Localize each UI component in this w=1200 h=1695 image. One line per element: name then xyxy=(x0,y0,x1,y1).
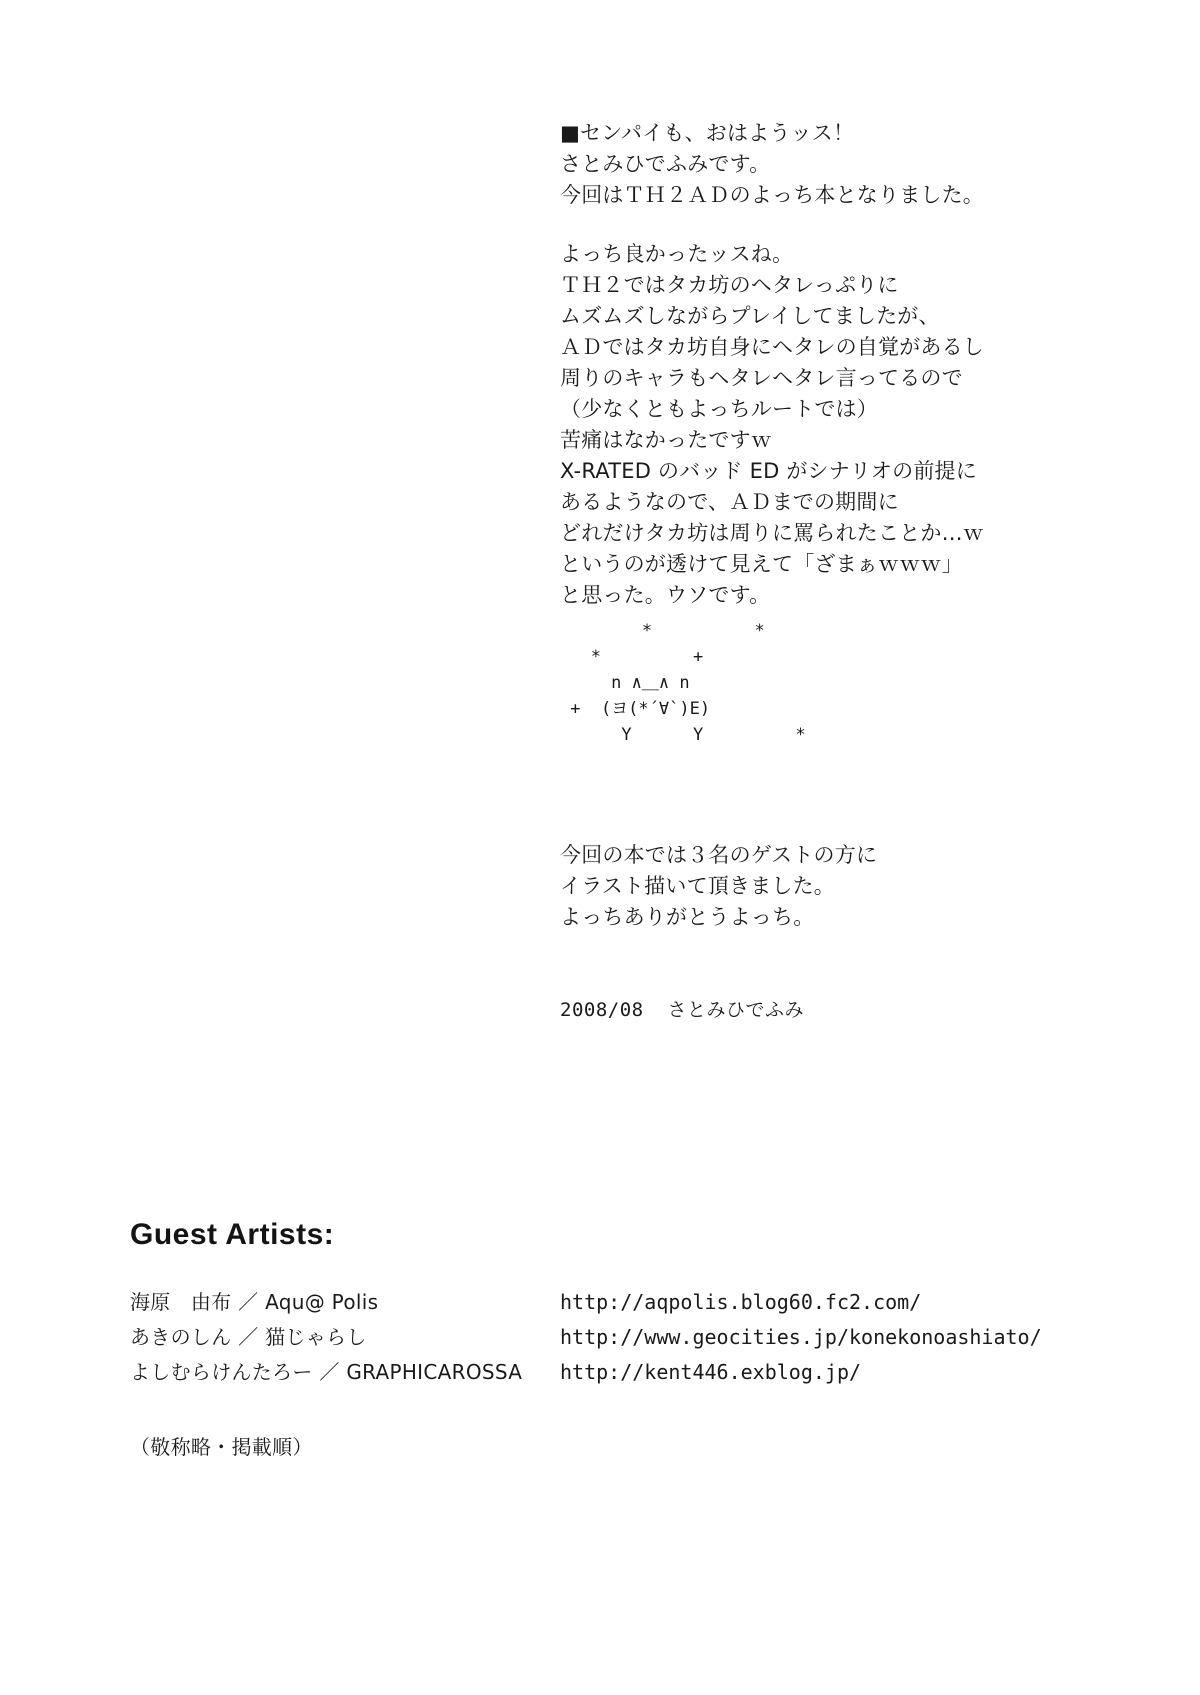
guest-artists-section xyxy=(130,1218,1090,1460)
afterword-line: X-RATED のバッド ED がシナリオの前提に xyxy=(560,459,977,483)
afterword-line: さとみひでふみです。 xyxy=(560,152,771,176)
signature-date: 2008/08 さとみひでふみ xyxy=(560,999,804,1021)
thanks-line: 今回の本では３名のゲストの方に xyxy=(560,843,878,867)
afterword-line: どれだけタカ坊は周りに罵られたことか…ｗ xyxy=(560,521,984,545)
afterword-line: ＴＨ２ではタカ坊のヘタレっぷりに xyxy=(560,273,899,297)
guest-artist-name: よしむらけんたろー ／ GRAPHICAROSSA xyxy=(130,1360,523,1384)
guest-artists-note: （敬称略・掲載順） xyxy=(130,1435,313,1459)
table-row xyxy=(130,1356,1042,1391)
afterword-text xyxy=(560,118,1120,611)
afterword-line: よっち良かったッスね。 xyxy=(560,242,794,266)
table-row xyxy=(130,1321,1042,1356)
afterword-line: ■センパイも、おはようッス！ xyxy=(560,121,855,145)
guest-artists-table xyxy=(130,1286,1042,1391)
afterword-line: （少なくともよっちルートでは） xyxy=(560,397,878,421)
afterword-line: ＡＤではタカ坊自身にヘタレの自覚があるし xyxy=(560,335,984,359)
guest-artist-url[interactable]: http://www.geocities.jp/konekonoashiato/ xyxy=(560,1325,1042,1349)
guest-artist-url[interactable]: http://kent446.exblog.jp/ xyxy=(560,1360,862,1384)
ascii-art-line: Y Y * xyxy=(560,725,806,745)
afterword-line: あるようなので、ＡＤまでの期間に xyxy=(560,490,899,514)
afterword-line: というのが透けて見えて「ざまぁｗｗｗ」 xyxy=(560,552,963,576)
paragraph-spacer xyxy=(560,211,1120,239)
ascii-art-line: n ∧＿∧ n xyxy=(560,673,690,693)
afterword-line: ムズムズしながらプレイしてましたが、 xyxy=(560,304,940,328)
afterword-line: 周りのキャラもヘタレヘタレ言ってるので xyxy=(560,366,963,390)
guest-artist-name: 海原 由布 ／ Aqu@ Polis xyxy=(130,1290,379,1314)
ascii-art-line: * + xyxy=(560,647,704,667)
afterword-line: 今回はＴＨ２ＡＤのよっち本となりました。 xyxy=(560,183,984,207)
ascii-art-line: + (ヨ(*´∀`)Ε) xyxy=(560,699,711,719)
afterword-line: と思った。ウソです。 xyxy=(560,583,771,607)
thanks-line: イラスト描いて頂きました。 xyxy=(560,874,835,898)
guest-artist-name: あきのしん ／ 猫じゃらし xyxy=(130,1325,367,1349)
thanks-line: よっちありがとうよっち。 xyxy=(560,905,815,929)
table-row xyxy=(130,1286,1042,1321)
afterword-line: 苦痛はなかったですｗ xyxy=(560,428,772,452)
guest-artist-url[interactable]: http://aqpolis.blog60.fc2.com/ xyxy=(560,1290,922,1314)
thanks-text xyxy=(560,840,1080,933)
ascii-art-kaomoji xyxy=(560,618,980,748)
ascii-art-line: * * xyxy=(560,621,765,641)
guest-artists-heading: Guest Artists: xyxy=(130,1218,335,1251)
